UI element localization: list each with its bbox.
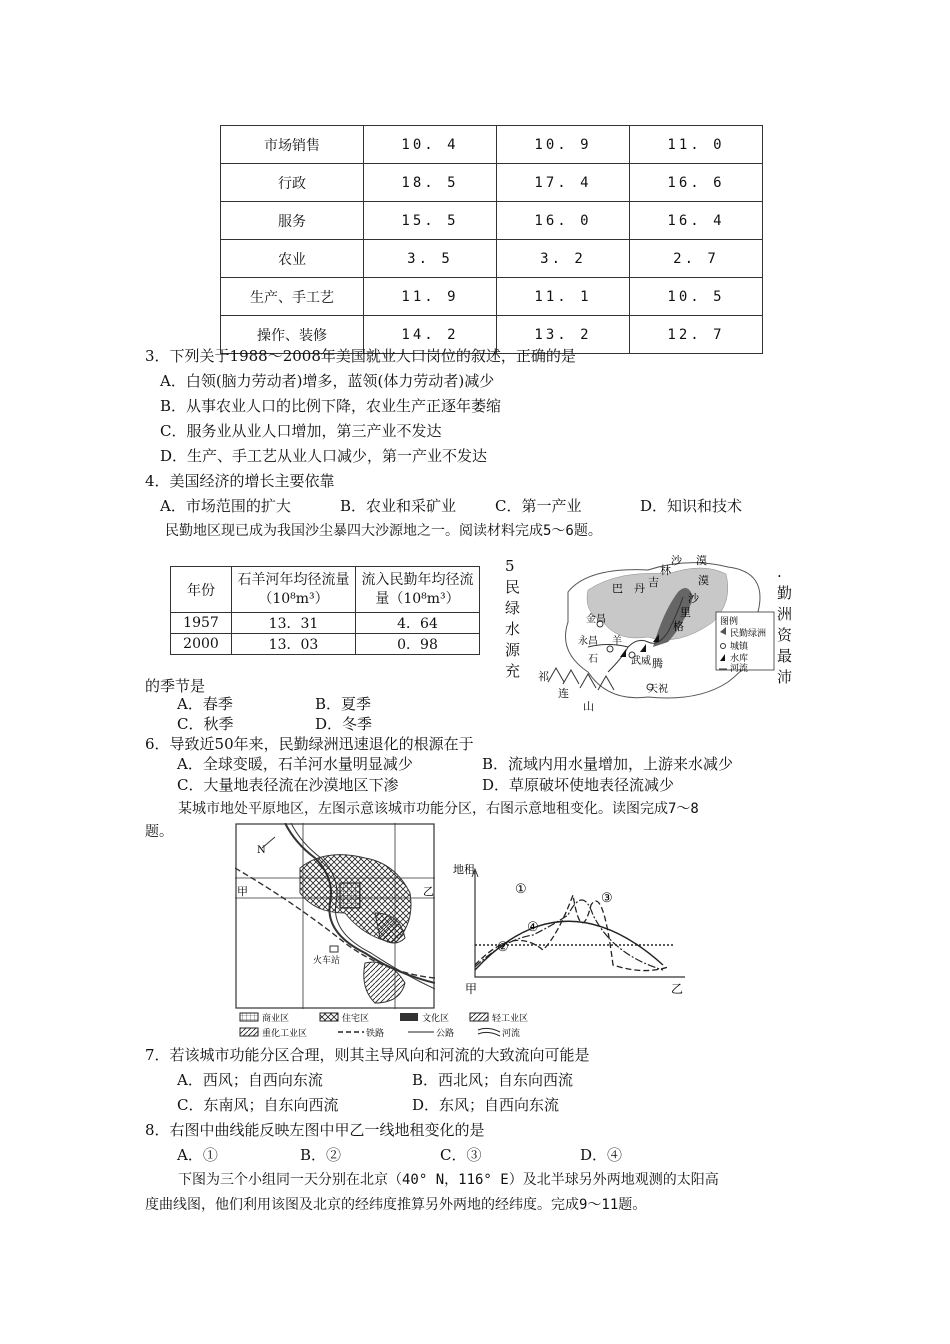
svg-text:河流: 河流 (730, 664, 749, 674)
svg-text:山: 山 (583, 700, 594, 712)
minqin-map (528, 552, 778, 712)
q5-option-a[interactable]: A．春季 (177, 695, 233, 713)
row-value: 2. 7 (630, 240, 763, 278)
q6-option-b[interactable]: B．流域内用水量增加，上游来水减少 (482, 755, 734, 773)
q6-stem: 6．导致近50年来，民勤绿洲迅速退化的根源在于 (145, 735, 474, 753)
cell: 13．31 (232, 613, 356, 634)
row-value: 10. 5 (630, 278, 763, 316)
curve-4 (475, 900, 663, 970)
row-value: 12. 7 (630, 316, 763, 354)
svg-text:乙: 乙 (423, 885, 434, 898)
q8-option-a[interactable]: A．① (177, 1146, 218, 1164)
table-row (221, 240, 763, 278)
svg-text:吉: 吉 (648, 576, 659, 589)
svg-text:民勤绿洲: 民勤绿洲 (730, 629, 767, 639)
row-value: 14. 2 (364, 316, 497, 354)
curve-3 (475, 895, 668, 971)
svg-text:祁: 祁 (538, 670, 549, 683)
svg-text:①: ① (515, 882, 527, 897)
intro-7-8: 某城市地处平原地区，左图示意该城市功能分区，右图示意地租变化。读图完成7～8 (178, 801, 699, 817)
city-map (235, 823, 435, 1009)
svg-text:河流: 河流 (502, 1029, 521, 1039)
row-value: 3. 2 (497, 240, 630, 278)
q4-stem: 4．美国经济的增长主要依靠 (145, 472, 335, 490)
commercial-zone (340, 883, 360, 908)
th-shiyang: 石羊河年均径流量（10⁸m³） (232, 567, 356, 613)
q7-stem: 7．若该城市功能分区合理，则其主导风向和河流的大致流向可能是 (145, 1046, 590, 1064)
row-value: 15. 5 (364, 202, 497, 240)
row-value: 10. 9 (497, 126, 630, 164)
row-value: 16. 6 (630, 164, 763, 202)
svg-text:文化区: 文化区 (422, 1014, 450, 1024)
svg-text:③: ③ (601, 891, 613, 906)
q5-option-d[interactable]: D．冬季 (315, 715, 373, 733)
row-value: 17. 4 (497, 164, 630, 202)
q5-option-b[interactable]: B．夏季 (315, 695, 372, 713)
svg-text:巴 丹: 巴 丹 (612, 582, 645, 595)
svg-text:铁路: 铁路 (366, 1029, 385, 1039)
svg-text:林: 林 (660, 564, 671, 577)
row-value: 16. 4 (630, 202, 763, 240)
svg-text:N: N (257, 845, 266, 856)
cell: 4．64 (356, 613, 480, 634)
row-label: 农业 (221, 240, 364, 278)
intro-5-6: 民勤地区现已成为我国沙尘暴四大沙源地之一。阅读材料完成5～6题。 (165, 523, 602, 539)
q7-option-d[interactable]: D．东风；自西向东流 (412, 1096, 560, 1114)
svg-text:甲: 甲 (465, 982, 478, 996)
svg-text:里: 里 (680, 606, 691, 619)
runoff-table (170, 566, 480, 655)
th-year: 年份 (171, 567, 232, 613)
row-value: 18. 5 (364, 164, 497, 202)
table-row (221, 126, 763, 164)
q8-option-d[interactable]: D．④ (580, 1146, 623, 1164)
q3-option-d[interactable]: D．生产、手工艺从业人口减少，第一产业不发达 (160, 447, 488, 465)
cell: 1957 (171, 613, 232, 634)
q8-option-b[interactable]: B．② (300, 1146, 342, 1164)
svg-text:火车站: 火车站 (313, 956, 341, 966)
q5-left-text: 5民绿水源充 (505, 557, 521, 680)
q4-option-c[interactable]: C．第一产业 (495, 497, 582, 515)
q7-option-c[interactable]: C．东南风；自东向西流 (177, 1096, 339, 1114)
svg-text:水库: 水库 (730, 654, 749, 664)
row-label: 服务 (221, 202, 364, 240)
q8-stem: 8．右图中曲线能反映左图中甲乙一线地租变化的是 (145, 1121, 485, 1139)
q7-option-a[interactable]: A．西风；自西向东流 (177, 1071, 323, 1089)
q3-option-c[interactable]: C．服务业从业人口增加，第三产业不发达 (160, 422, 442, 440)
intro-9-11-a: 下图为三个小组同一天分别在北京（40° N，116° E）及北半球另外两地观测的太阳高 (178, 1172, 719, 1188)
q6-option-d[interactable]: D．草原破坏使地表径流减少 (482, 776, 675, 794)
svg-text:沙: 沙 (688, 592, 699, 605)
intro-9-11-b: 度曲线图，他们利用该图及北京的经纬度推算另外两地的经纬度。完成9～11题。 (145, 1197, 647, 1213)
row-label: 生产、手工艺 (221, 278, 364, 316)
svg-text:天祝: 天祝 (648, 684, 668, 695)
svg-text:图例: 图例 (720, 617, 739, 627)
svg-text:漠: 漠 (698, 574, 709, 587)
svg-text:公路: 公路 (436, 1029, 455, 1039)
row-value: 13. 2 (497, 316, 630, 354)
intro-7-8-end: 题。 (145, 824, 173, 840)
q5-tail: 的季节是 (145, 677, 206, 695)
svg-text:住宅区: 住宅区 (342, 1014, 370, 1024)
svg-text:漠: 漠 (696, 554, 707, 567)
svg-text:羊: 羊 (612, 636, 622, 647)
row-value: 11. 9 (364, 278, 497, 316)
table-row (221, 164, 763, 202)
q4-option-d[interactable]: D．知识和技术 (640, 497, 743, 515)
q4-option-a[interactable]: A．市场范围的扩大 (160, 497, 291, 515)
svg-text:城镇: 城镇 (730, 642, 749, 652)
q6-option-a[interactable]: A．全球变暖，石羊河水量明显减少 (177, 755, 413, 773)
svg-text:乙: 乙 (671, 982, 684, 996)
city-legend (238, 1011, 558, 1041)
svg-text:连: 连 (558, 687, 569, 700)
svg-text:甲: 甲 (237, 885, 248, 898)
table-row (221, 202, 763, 240)
employment-table (220, 125, 763, 354)
row-label: 行政 (221, 164, 364, 202)
svg-text:②: ② (497, 940, 509, 955)
q7-option-b[interactable]: B．西北风；自东向西流 (412, 1071, 574, 1089)
cell: 0．98 (356, 634, 480, 655)
rent-chart (453, 855, 688, 1020)
row-value: 16. 0 (497, 202, 630, 240)
q5-right-text: .勤洲资最沛 (777, 563, 793, 686)
q4-option-b[interactable]: B．农业和采矿业 (340, 497, 457, 515)
q3-option-b[interactable]: B．从事农业人口的比例下降，农业生产正逐年萎缩 (160, 397, 502, 415)
svg-text:武威: 武威 (631, 656, 651, 667)
svg-text:石: 石 (588, 654, 598, 665)
cell: 2000 (171, 634, 232, 655)
svg-text:商业区: 商业区 (262, 1014, 290, 1024)
svg-text:④: ④ (527, 920, 539, 935)
svg-text:地租: 地租 (453, 863, 475, 876)
row-label: 操作、装修 (221, 316, 364, 354)
svg-text:腾: 腾 (652, 657, 663, 670)
row-value: 11. 0 (630, 126, 763, 164)
q6-option-c[interactable]: C．大量地表径流在沙漠地区下渗 (177, 776, 399, 794)
row-value: 11. 1 (497, 278, 630, 316)
q3-option-a[interactable]: A．白领(脑力劳动者)增多，蓝领(体力劳动者)减少 (160, 372, 495, 390)
q8-option-c[interactable]: C．③ (440, 1146, 482, 1164)
svg-text:永昌: 永昌 (578, 636, 598, 647)
q5-option-c[interactable]: C．秋季 (177, 715, 234, 733)
svg-text:沙: 沙 (671, 554, 682, 567)
svg-text:轻工业区: 轻工业区 (492, 1014, 529, 1024)
cell: 13．03 (232, 634, 356, 655)
q3-stem: 3．下列关于1988～2008年美国就业人口岗位的叙述，正确的是 (145, 347, 576, 365)
svg-text:格: 格 (673, 620, 684, 633)
svg-text:金昌: 金昌 (586, 614, 606, 625)
row-value: 10. 4 (364, 126, 497, 164)
table-row (221, 278, 763, 316)
axes (475, 871, 685, 977)
th-minqin: 流入民勤年均径流量（10⁸m³） (356, 567, 480, 613)
row-value: 3. 5 (364, 240, 497, 278)
row-label: 市场销售 (221, 126, 364, 164)
svg-text:重化工业区: 重化工业区 (262, 1029, 308, 1039)
